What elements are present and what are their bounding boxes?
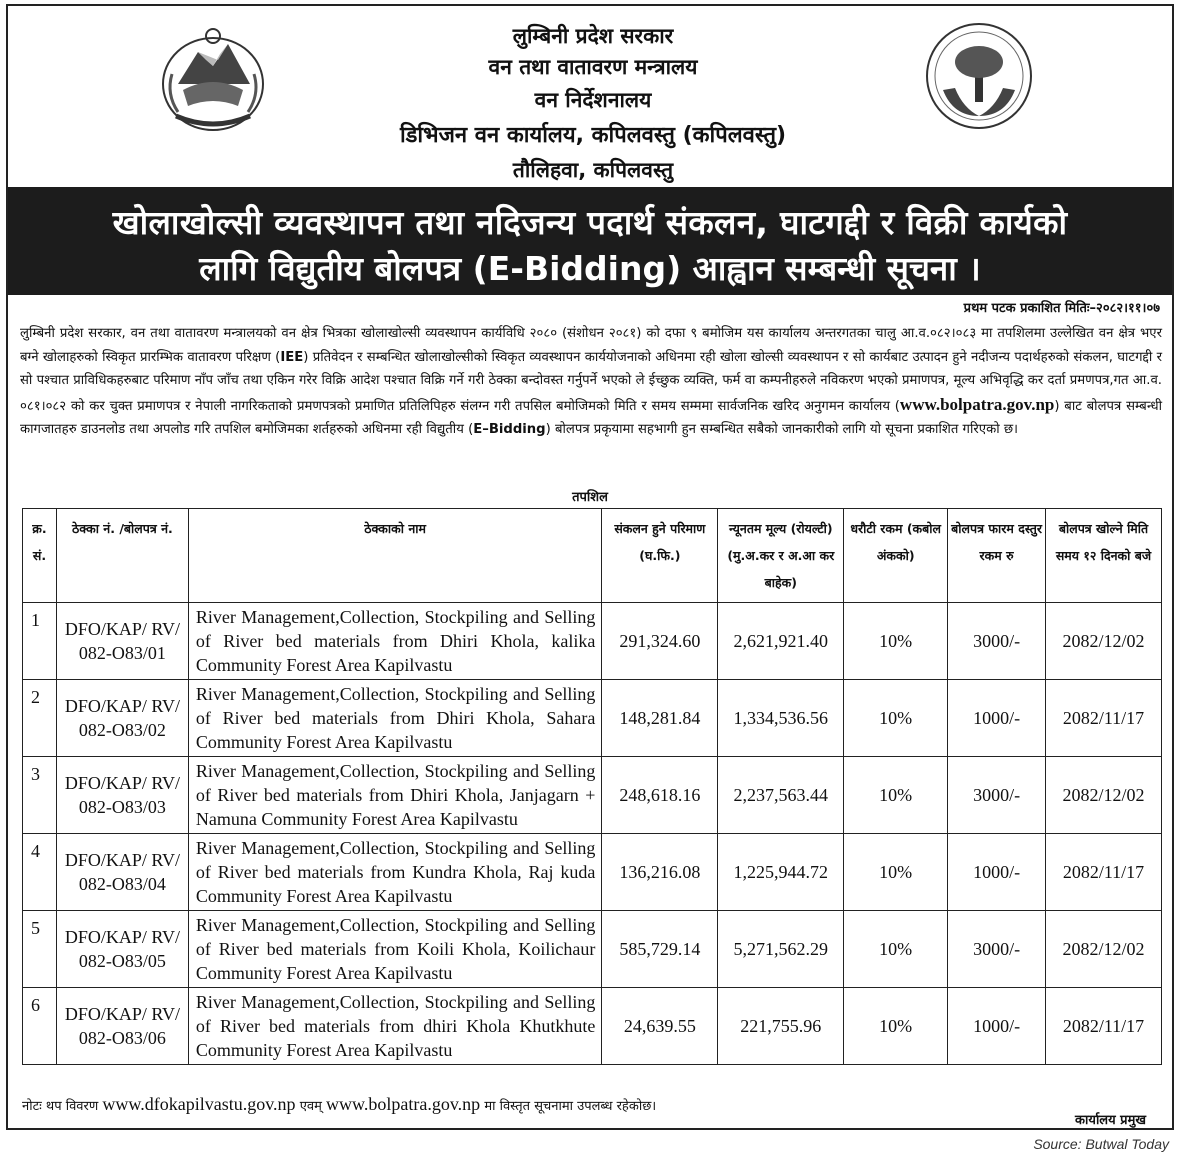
footer-note <box>22 1094 656 1115</box>
cell-quantity: 136,216.08 <box>602 834 718 911</box>
col-header-code: ठेक्का नं. /बोलपत्र नं. <box>56 509 188 603</box>
source-credit: Source: Butwal Today <box>1033 1136 1169 1152</box>
col-header-sn: क्र. सं. <box>23 509 57 603</box>
cell-date: 2082/12/02 <box>1046 911 1162 988</box>
cell-name: River Management,Collection, Stockpiling and Selling of River bed materials from Kundra Khola, Raj kuda Community Forest Area Kapilvastu <box>188 834 602 911</box>
note-mid: एवम् <box>299 1099 322 1114</box>
cell-date: 2082/12/02 <box>1046 603 1162 680</box>
notice-body <box>20 322 1162 442</box>
cell-sn: 4 <box>23 834 57 911</box>
directorate-name: वन निर्देशनालय <box>534 88 652 112</box>
cell-price: 5,271,562.29 <box>718 911 844 988</box>
col-header-quantity: संकलन हुने परिमाण (घ.फि.) <box>602 509 718 603</box>
cell-sn: 2 <box>23 680 57 757</box>
cell-quantity: 248,618.16 <box>602 757 718 834</box>
cell-quantity: 24,639.55 <box>602 988 718 1065</box>
body-part-1: लुम्बिनी प्रदेश सरकार, वन तथा वातावरण मन्त्रालयको वन क्षेत्र भित्रका खोलाखोल्सी व्यवस्थापन कार्यविधि २०८० (संशोधन २०८१) को दफा ९ बमोजिम यस कार्यालय अन्तरगतका चालु आ.व.०८२।०८३ मा तपशिलमा उल्लेखित वन क्षेत्र भएर बग्ने खोलाहरुको स्विकृत प्रारम्भिक वातावरण परिक्षण ( <box>20 326 1162 365</box>
cell-code: DFO/KAP/ RV/ 082-O83/05 <box>56 911 188 988</box>
bolpatra-website-link[interactable]: www.bolpatra.gov.np <box>326 1094 481 1114</box>
table-row <box>23 834 1162 911</box>
cell-fee: 1000/- <box>948 680 1046 757</box>
office-location: तौलिहवा, कपिलवस्तु <box>512 158 674 182</box>
bolpatra-link[interactable]: www.bolpatra.gov.np <box>899 394 1055 414</box>
cell-code: DFO/KAP/ RV/ 082-O83/03 <box>56 757 188 834</box>
publish-date: प्रथम पटक प्रकाशित मितिः–२०८२।११।०७ <box>963 301 1160 316</box>
cell-code: DFO/KAP/ RV/ 082-O83/02 <box>56 680 188 757</box>
col-header-price: न्यूनतम मूल्य (रोयल्टी) (मु.अ.कर र अ.आ कर बाहेक) <box>718 509 844 603</box>
cell-fee: 3000/- <box>948 911 1046 988</box>
cell-quantity: 148,281.84 <box>602 680 718 757</box>
cell-deposit: 10% <box>844 988 948 1065</box>
cell-price: 1,225,944.72 <box>718 834 844 911</box>
cell-quantity: 291,324.60 <box>602 603 718 680</box>
cell-date: 2082/11/17 <box>1046 680 1162 757</box>
cell-fee: 1000/- <box>948 988 1046 1065</box>
ministry-name: वन तथा वातावरण मन्त्रालय <box>488 55 698 79</box>
cell-name: River Management,Collection, Stockpiling and Selling of River bed materials from dhiri Khola Khutkhute Community Forest Area Kapilvastu <box>188 988 602 1065</box>
note-suffix: मा विस्तृत सूचनामा उपलब्ध रहेकोछ। <box>484 1099 657 1114</box>
cell-name: River Management,Collection, Stockpiling and Selling of River bed materials from Dhiri Khola, kalika Community Forest Area Kapilvastu <box>188 603 602 680</box>
cell-sn: 5 <box>23 911 57 988</box>
cell-date: 2082/11/17 <box>1046 834 1162 911</box>
cell-code: DFO/KAP/ RV/ 082-O83/04 <box>56 834 188 911</box>
cell-date: 2082/11/17 <box>1046 988 1162 1065</box>
notice-frame <box>6 4 1174 1130</box>
header <box>8 6 1172 186</box>
title-line-1: खोलाखोल्सी व्यवस्थापन तथा नदिजन्य पदार्थ संकलन, घाटगद्दी र विक्री कार्यको <box>112 203 1068 242</box>
forest-logo-icon <box>923 20 1035 132</box>
office-name: डिभिजन वन कार्यालय, कपिलवस्तु (कपिलवस्तु) <box>399 123 787 148</box>
table-row <box>23 603 1162 680</box>
cell-code: DFO/KAP/ RV/ 082-O83/01 <box>56 603 188 680</box>
cell-price: 2,237,563.44 <box>718 757 844 834</box>
cell-deposit: 10% <box>844 911 948 988</box>
cell-sn: 6 <box>23 988 57 1065</box>
tender-table <box>22 508 1162 1065</box>
cell-name: River Management,Collection, Stockpiling and Selling of River bed materials from Dhiri Khola, Sahara Community Forest Area Kapilvastu <box>188 680 602 757</box>
cell-deposit: 10% <box>844 680 948 757</box>
body-part-4: ) बोलपत्र प्रकृयामा सहभागी हुन सम्बन्धित सबैको जानकारीको लागि यो सूचना प्रकाशित गरिएको छ। <box>545 422 1019 438</box>
cell-price: 1,334,536.56 <box>718 680 844 757</box>
cell-fee: 3000/- <box>948 757 1046 834</box>
office-head-signature: कार्यालय प्रमुख <box>1075 1113 1146 1128</box>
table-row <box>23 757 1162 834</box>
cell-price: 2,621,921.40 <box>718 603 844 680</box>
cell-price: 221,755.96 <box>718 988 844 1065</box>
cell-name: River Management,Collection, Stockpiling and Selling of River bed materials from Dhiri Khola, Janjagarn + Namuna Community Forest Area Kapilvastu <box>188 757 602 834</box>
cell-sn: 3 <box>23 757 57 834</box>
nepal-emblem-icon <box>158 24 268 136</box>
cell-deposit: 10% <box>844 834 948 911</box>
title-line-2: लागि विद्युतीय बोलपत्र (E-Bidding) आह्वान सम्बन्धी सूचना । <box>199 249 981 288</box>
table-row <box>23 988 1162 1065</box>
cell-name: River Management,Collection, Stockpiling and Selling of River bed materials from Koili Khola, Koilichaur Community Forest Area Kapilvastu <box>188 911 602 988</box>
note-prefix: नोटः थप विवरण <box>22 1099 99 1114</box>
ebidding-label: E–Bidding <box>473 422 546 438</box>
title-banner <box>8 187 1172 295</box>
table-row <box>23 680 1162 757</box>
cell-quantity: 585,729.14 <box>602 911 718 988</box>
cell-fee: 1000/- <box>948 834 1046 911</box>
cell-sn: 1 <box>23 603 57 680</box>
govt-name: लुम्बिनी प्रदेश सरकार <box>512 24 674 48</box>
cell-deposit: 10% <box>844 603 948 680</box>
col-header-name: ठेक्काको नाम <box>188 509 602 603</box>
dfo-website-link[interactable]: www.dfokapilvastu.gov.np <box>102 1094 296 1114</box>
iee-label: IEE <box>280 349 304 365</box>
col-header-date: बोलपत्र खोल्ने मिति समय १२ दिनको बजे <box>1046 509 1162 603</box>
body-part-2: ) प्रतिवेदन र सम्बन्धित खोलाखोल्सीको स्विकृत व्यवस्थापन कार्ययोजनाको अधिनमा रही खोला खोल्सी व्यवस्थापन र सो कार्यबाट उत्पादन हुने नदीजन्य पदार्थहरुको संकलन, घाटगद्दी र सो पश्चात प्राविधिकहरुबाट परिमाण नाँप जाँच तथा एकिन गरेर विक्रि आदेश पश्चात विक्रि गर्ने गरी ठेक्का बन्दोवस्त गर्नुपर्ने भएको ले ईच्छुक व्यक्ति, फर्म वा कम्पनीहरुले नविकरण भएको प्रमाणपत्र, मूल्य अभिवृद्धि कर दर्ता प्रमणपत्र,गत आ.व. ०८१।०८२ को कर चुक्त प्रमाणपत्र र नेपाली नागरिकताको प्रमणपत्रको प्रमाणित प्रतिलिपिहरु संलग्न गरी तपसिल बमोजिमको मिति र समय सम्ममा सार्वजनिक खरिद अनुगमन कार्यालय ( <box>20 349 1162 414</box>
cell-deposit: 10% <box>844 757 948 834</box>
table-row <box>23 911 1162 988</box>
cell-fee: 3000/- <box>948 603 1046 680</box>
table-header-row <box>23 509 1162 603</box>
col-header-deposit: धरौटी रकम (कबोल अंकको) <box>844 509 948 603</box>
body-part-3: ) बाट बोलपत्र सम्बन्धी कागजातहरु डाउनलोड तथा अपलोड गरि तपशिल बमोजिमका शर्तहरुको अधिनमा रही विद्युतीय ( <box>20 398 1162 438</box>
col-header-fee: बोलपत्र फारम दस्तुर रकम रु <box>948 509 1046 603</box>
schedule-title: तपशिल <box>572 490 608 505</box>
cell-date: 2082/12/02 <box>1046 757 1162 834</box>
cell-code: DFO/KAP/ RV/ 082-O83/06 <box>56 988 188 1065</box>
